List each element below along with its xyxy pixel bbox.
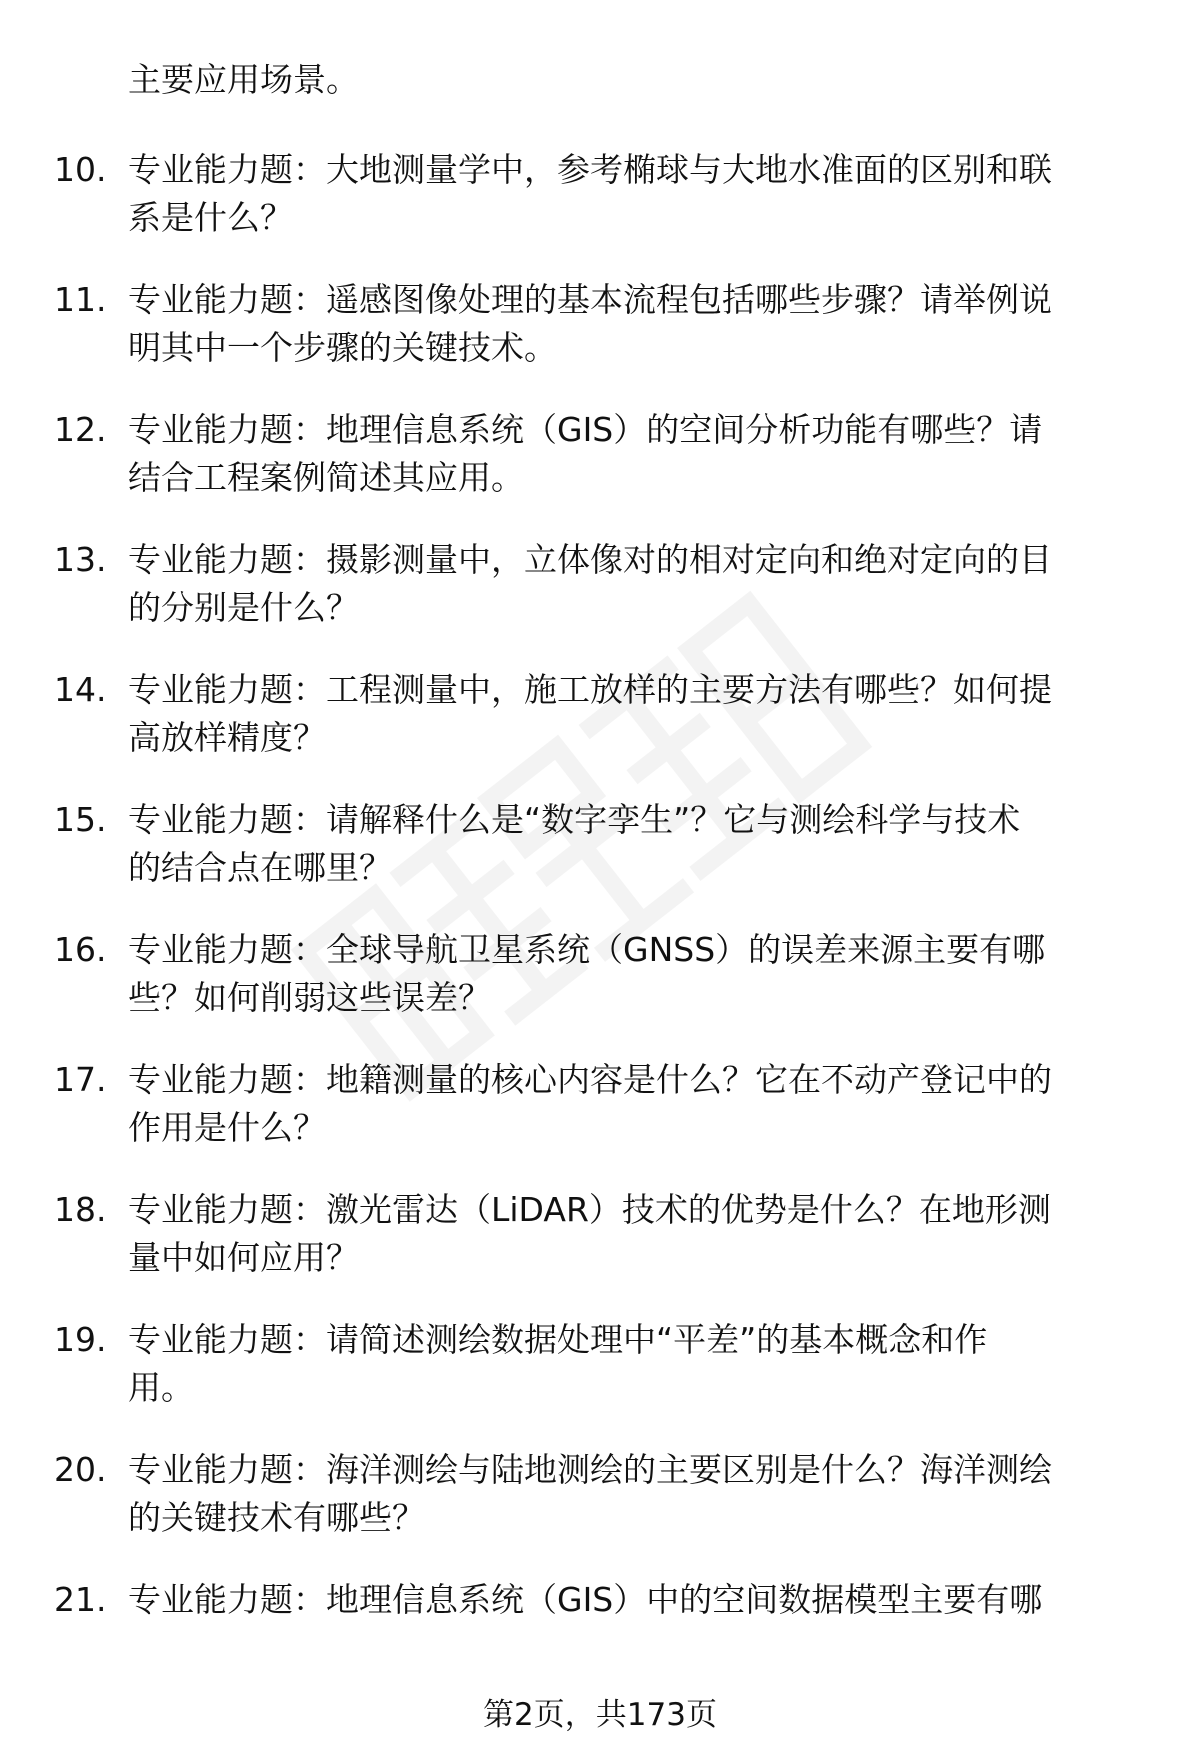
question-text xyxy=(128,536,1140,632)
question-line: 明其中一个步骤的关键技术。 xyxy=(128,328,557,367)
question-item xyxy=(0,276,1200,372)
question-number: 10. xyxy=(54,150,107,189)
question-line: 的关键技术有哪些？ xyxy=(128,1498,425,1537)
question-line: 结合工程案例简述其应用。 xyxy=(128,458,524,497)
question-text xyxy=(128,1186,1140,1282)
question-line: 作用是什么？ xyxy=(128,1108,326,1147)
question-number: 14. xyxy=(54,670,107,709)
question-line: 专业能力题：地理信息系统（GIS）的空间分析功能有哪些？请 xyxy=(128,410,1043,449)
question-number: 19. xyxy=(54,1320,107,1359)
page-footer: 第2页，共173页 xyxy=(483,1697,717,1733)
question-text xyxy=(128,796,1140,892)
question-number: 16. xyxy=(54,930,107,969)
question-line: 专业能力题：请简述测绘数据处理中“平差”的基本概念和作 xyxy=(128,1320,988,1359)
question-item xyxy=(0,1186,1200,1282)
question-text xyxy=(128,146,1140,242)
question-item xyxy=(0,926,1200,1022)
question-item xyxy=(0,1446,1200,1542)
question-item xyxy=(0,146,1200,242)
question-number: 17. xyxy=(54,1060,107,1099)
continuation-text: 主要应用场景。 xyxy=(128,60,359,99)
question-text xyxy=(128,1316,1140,1412)
question-line: 高放样精度？ xyxy=(128,718,326,757)
question-line: 专业能力题：全球导航卫星系统（GNSS）的误差来源主要有哪 xyxy=(128,930,1046,969)
question-item xyxy=(0,536,1200,632)
question-text xyxy=(128,1056,1140,1152)
question-line: 专业能力题：遥感图像处理的基本流程包括哪些步骤？请举例说 xyxy=(128,280,1052,319)
question-item xyxy=(0,406,1200,502)
question-line: 专业能力题：工程测量中，施工放样的主要方法有哪些？如何提 xyxy=(128,670,1052,709)
question-item xyxy=(0,796,1200,892)
question-number: 21. xyxy=(54,1580,107,1619)
question-item xyxy=(0,1056,1200,1152)
question-line: 专业能力题：请解释什么是“数字孪生”？它与测绘科学与技术 xyxy=(128,800,1021,839)
question-line: 的结合点在哪里？ xyxy=(128,848,392,887)
question-item xyxy=(0,666,1200,762)
question-line: 的分别是什么？ xyxy=(128,588,359,627)
question-number: 15. xyxy=(54,800,107,839)
question-item xyxy=(0,1576,1200,1672)
question-line: 专业能力题：激光雷达（LiDAR）技术的优势是什么？在地形测 xyxy=(128,1190,1051,1229)
question-text xyxy=(128,1576,1140,1624)
question-line: 专业能力题：地理信息系统（GIS）中的空间数据模型主要有哪 xyxy=(128,1580,1043,1619)
question-text xyxy=(128,1446,1140,1542)
question-item xyxy=(0,1316,1200,1412)
question-text xyxy=(128,926,1140,1022)
question-line: 量中如何应用？ xyxy=(128,1238,359,1277)
question-line: 专业能力题：海洋测绘与陆地测绘的主要区别是什么？海洋测绘 xyxy=(128,1450,1052,1489)
question-line: 专业能力题：地籍测量的核心内容是什么？它在不动产登记中的 xyxy=(128,1060,1052,1099)
question-number: 11. xyxy=(54,280,107,319)
question-line: 些？如何削弱这些误差？ xyxy=(128,978,491,1017)
question-number: 13. xyxy=(54,540,107,579)
question-list xyxy=(0,146,1200,1706)
question-line: 专业能力题：摄影测量中，立体像对的相对定向和绝对定向的目 xyxy=(128,540,1052,579)
question-number: 20. xyxy=(54,1450,107,1489)
question-text xyxy=(128,276,1140,372)
question-number: 18. xyxy=(54,1190,107,1229)
question-line: 专业能力题：大地测量学中，参考椭球与大地水准面的区别和联 xyxy=(128,150,1052,189)
question-number: 12. xyxy=(54,410,107,449)
question-line: 用。 xyxy=(128,1368,194,1407)
question-text xyxy=(128,406,1140,502)
question-text xyxy=(128,666,1140,762)
question-line: 系是什么？ xyxy=(128,198,293,237)
